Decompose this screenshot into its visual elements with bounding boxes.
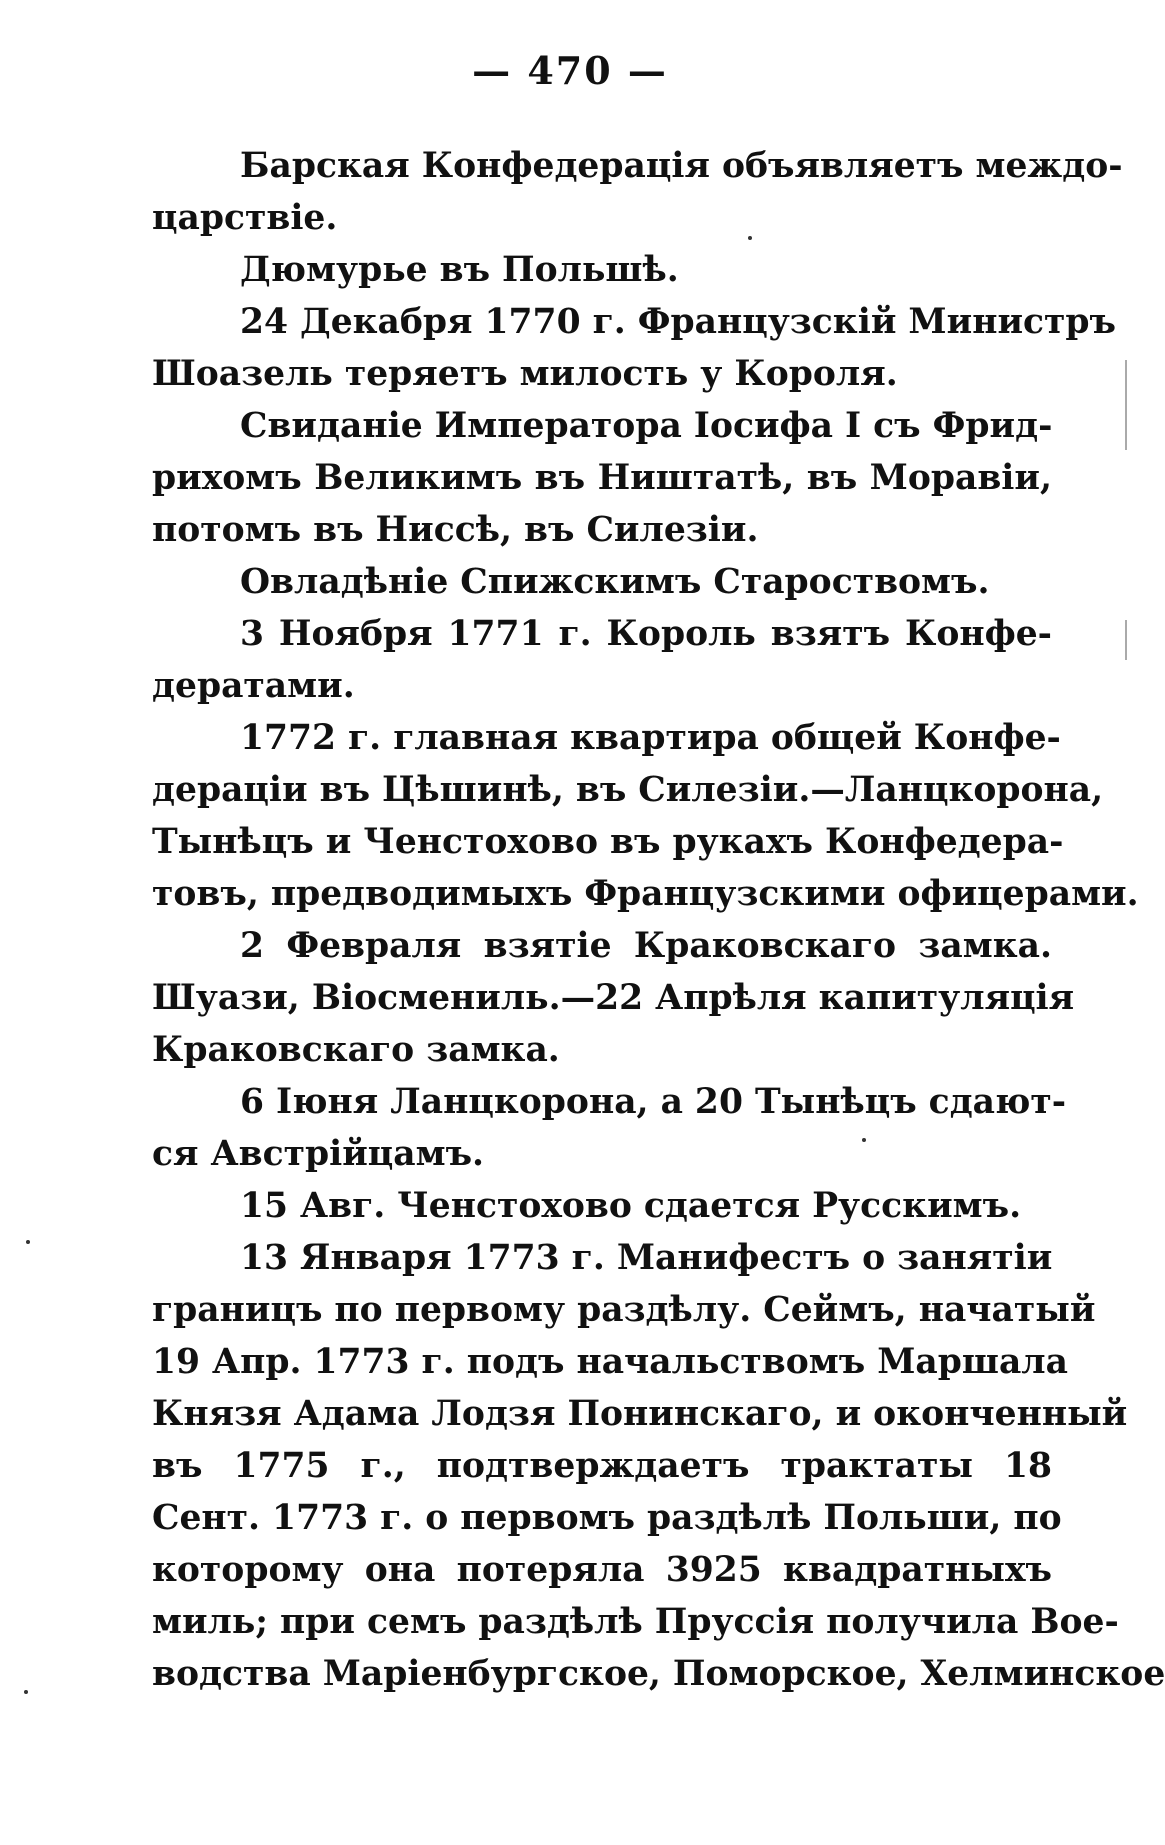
text-line: которому она потеряла 3925 квадратныхъ	[152, 1550, 1052, 1590]
text-line: 24 Декабря 1770 г. Французскій Министръ	[240, 302, 1117, 342]
text-line: дераціи въ Цѣшинѣ, въ Силезіи.—Ланцкорона,	[152, 770, 1104, 810]
scan-speck	[748, 236, 752, 240]
text-line: Шоазель теряетъ милость у Короля.	[152, 354, 898, 394]
text-line: 6 Іюня Ланцкорона, а 20 Тынѣцъ сдают-	[240, 1082, 1067, 1122]
text-line: ся Австрійцамъ.	[152, 1134, 485, 1174]
text-line: Краковскаго замка.	[152, 1030, 560, 1070]
text-line: 2 Февраля взятіе Краковскаго замка.	[240, 926, 1052, 966]
text-line: товъ, предводимыхъ Французскими офицерами.	[152, 874, 1139, 914]
text-line: водства Маріенбургское, Поморское, Хелминское	[152, 1654, 1165, 1694]
text-line: Шуази, Віосмениль.—22 Апрѣля капитуляція	[152, 978, 1075, 1018]
text-line: рихомъ Великимъ въ Ништатѣ, въ Моравіи,	[152, 458, 1052, 498]
text-line: 1772 г. главная квартира общей Конфе-	[240, 718, 1061, 758]
text-line: 19 Апр. 1773 г. подъ начальствомъ Маршала	[152, 1342, 1068, 1382]
text-line: Дюмурье въ Польшѣ.	[240, 250, 679, 290]
text-line: Сент. 1773 г. о первомъ раздѣлѣ Польши, по	[152, 1498, 1062, 1538]
text-line: границъ по первому раздѣлу. Сеймъ, начатый	[152, 1290, 1096, 1330]
text-line: 15 Авг. Ченстохово сдается Русскимъ.	[240, 1186, 1022, 1226]
page-number: — 470 —	[472, 48, 668, 93]
text-line: Свиданіе Императора Іосифа I съ Фрид-	[240, 406, 1053, 446]
text-line: въ 1775 г., подтверждаетъ трактаты 18	[152, 1446, 1052, 1486]
scan-speck	[26, 1240, 30, 1244]
text-line: Князя Адама Лодзя Понинскаго, и оконченный	[152, 1394, 1128, 1434]
text-line: царствіе.	[152, 198, 338, 238]
text-line: дератами.	[152, 666, 355, 706]
text-line: Тынѣцъ и Ченстохово въ рукахъ Конфедера-	[152, 822, 1064, 862]
text-line: 13 Января 1773 г. Манифестъ о занятіи	[240, 1238, 1053, 1278]
page-text	[152, 140, 1165, 1700]
text-line: миль; при семъ раздѣлѣ Пруссія получила Вое-	[152, 1602, 1119, 1642]
page-edge-mark	[1125, 360, 1127, 450]
text-line: Овладѣніе Спижскимъ Староствомъ.	[240, 562, 990, 602]
scan-speck	[24, 1690, 28, 1694]
page-edge-mark	[1125, 620, 1127, 660]
text-line: 3 Ноября 1771 г. Король взятъ Конфе-	[240, 614, 1052, 654]
text-line: Барская Конфедерація объявляетъ междо-	[240, 146, 1123, 186]
scan-speck	[862, 1138, 866, 1142]
text-line: потомъ въ Ниссѣ, въ Силезіи.	[152, 510, 759, 550]
